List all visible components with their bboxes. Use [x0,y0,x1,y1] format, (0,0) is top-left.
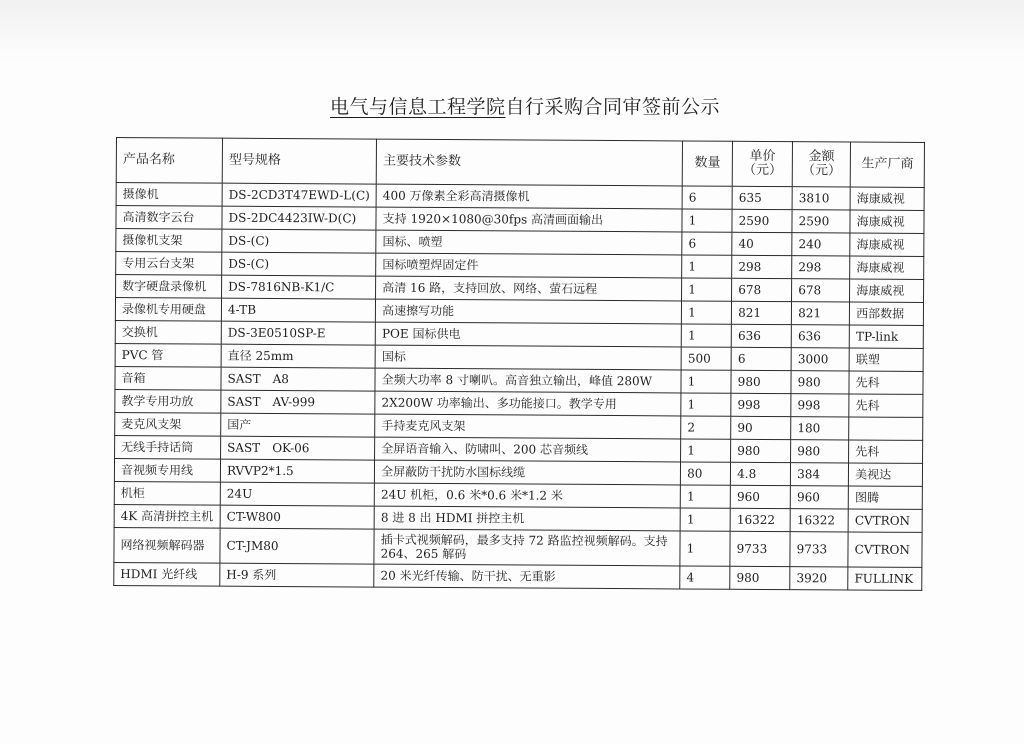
cell-manufacturer: 海康威视 [850,256,924,279]
cell-qty: 1 [682,209,732,232]
cell-spec: 全屏语音输入、防啸叫、200 芯音频线 [375,437,681,462]
cell-model: 24U [220,482,374,506]
title-text: 自行采购合同审签前公示 [505,96,721,118]
header-amount [792,142,850,187]
cell-unit-price: 635 [732,186,792,209]
cell-qty: 80 [681,462,731,485]
cell-spec: 高速擦写功能 [376,299,682,324]
cell-qty: 1 [680,531,730,566]
table-row [114,527,922,567]
header-model: 型号规格 [222,138,376,184]
cell-manufacturer: CVTRON [848,509,922,532]
cell-manufacturer: 先科 [849,440,923,463]
header-unit-price [732,141,792,186]
cell-model: CT-W800 [220,505,374,529]
cell-product-name: 教学专用功放 [115,389,221,413]
cell-manufacturer: 海康威视 [850,279,924,302]
cell-product-name: 网络视频解码器 [114,527,220,563]
cell-amount: 960 [790,486,848,509]
cell-unit-price: 980 [730,566,790,589]
cell-model: DS-2CD3T47EWD-L(C) [222,183,376,207]
cell-manufacturer: FULLINK [848,567,922,590]
cell-product-name: 机柜 [114,481,220,505]
cell-spec: 插卡式视频解码，最多支持 72 路监控视频解码。支持 264、265 解码 [374,529,680,566]
cell-manufacturer [849,417,923,440]
header-amount-unit: （元） [801,163,842,179]
cell-manufacturer: 美视达 [849,463,923,486]
cell-model: RVVP2*1.5 [220,459,374,483]
title-college: 电气与信息工程学院 [330,96,506,118]
cell-qty: 1 [681,439,731,462]
cell-spec: 400 万像素全彩高清摄像机 [376,184,682,209]
cell-spec: POE 国标供电 [375,322,681,347]
cell-qty: 1 [680,508,730,531]
cell-model: SAST A8 [221,367,375,391]
header-manufacturer: 生产厂商 [850,142,924,187]
cell-product-name: 音视频专用线 [114,458,220,482]
cell-amount: 2590 [792,210,850,233]
cell-product-name: 麦克风支架 [115,412,221,436]
cell-amount: 980 [791,440,849,463]
cell-amount: 240 [792,233,850,256]
cell-spec: 高清 16 路，支持回放、网络、萤石远程 [376,276,682,301]
cell-spec: 8 进 8 出 HDMI 拼控主机 [374,506,680,531]
cell-unit-price: 980 [731,370,791,393]
header-qty: 数量 [682,141,732,186]
cell-unit-price: 998 [731,393,791,416]
cell-spec: 全屏蔽防干扰防水国标线缆 [375,460,681,485]
cell-amount: 678 [792,279,850,302]
cell-qty: 1 [681,393,731,416]
cell-product-name: 数字硬盘录像机 [116,275,222,299]
cell-amount: 384 [791,463,849,486]
cell-manufacturer: 联塑 [849,348,923,371]
cell-product-name: 无线手持话筒 [115,435,221,459]
cell-product-name: 录像机专用硬盘 [115,298,221,322]
cell-spec: 国标、喷塑 [376,230,682,255]
cell-manufacturer: CVTRON [848,532,922,567]
cell-product-name: 音箱 [115,366,221,390]
cell-spec: 支持 1920×1080@30fps 高清画面输出 [376,207,682,232]
cell-manufacturer: 海康威视 [850,233,924,256]
cell-qty: 500 [681,347,731,370]
cell-model: DS-7816NB-K1/C [222,275,376,299]
cell-unit-price: 298 [732,255,792,278]
header-unit-price-unit: （元） [742,162,783,179]
cell-unit-price: 980 [731,439,791,462]
cell-amount: 3810 [792,187,850,210]
cell-amount: 998 [791,394,849,417]
cell-qty: 1 [682,255,732,278]
cell-amount: 3920 [790,567,848,590]
page-title [330,92,720,119]
cell-manufacturer: 海康威视 [850,187,924,210]
cell-model: 4-TB [221,298,375,322]
cell-amount: 16322 [790,509,848,532]
cell-qty: 1 [682,301,732,324]
cell-qty: 1 [680,485,730,508]
cell-product-name: 交换机 [115,320,221,344]
cell-qty: 4 [680,566,730,589]
cell-product-name: PVC 管 [115,343,221,367]
cell-model: SAST OK-06 [221,436,375,460]
cell-model: DS-2DC4423IW-D(C) [222,206,376,230]
cell-unit-price: 821 [732,301,792,324]
scan-shadow [0,0,1024,60]
cell-spec: 国标 [375,345,681,370]
cell-model: SAST AV-999 [221,390,375,414]
cell-product-name: 4K 高清拼控主机 [114,504,220,528]
cell-amount: 9733 [790,532,848,567]
cell-product-name: 高清数字云台 [116,206,222,230]
cell-unit-price: 2590 [732,209,792,232]
cell-model: CT-JM80 [220,528,374,564]
cell-manufacturer: 西部数据 [850,302,924,325]
header-product-name: 产品名称 [116,138,222,184]
cell-product-name: 摄像机 [116,183,222,207]
cell-model: H-9 系列 [220,563,374,587]
cell-manufacturer: 海康威视 [850,210,924,233]
cell-manufacturer: 先科 [849,371,923,394]
cell-unit-price: 16322 [730,508,790,531]
cell-unit-price: 636 [731,324,791,347]
cell-model: DS-3E0510SP-E [221,321,375,345]
cell-model: 国产 [221,413,375,437]
cell-model: DS-(C) [222,252,376,276]
cell-model: 直径 25mm [221,344,375,368]
cell-qty: 1 [682,278,732,301]
cell-unit-price: 960 [730,485,790,508]
cell-manufacturer: 先科 [849,394,923,417]
cell-amount: 980 [791,371,849,394]
cell-manufacturer: 图腾 [848,486,922,509]
cell-spec: 24U 机柜，0.6 米*0.6 米*1.2 米 [374,483,680,508]
cell-model: DS-(C) [222,229,376,253]
cell-amount: 636 [791,325,849,348]
cell-unit-price: 4.8 [731,462,791,485]
cell-qty: 1 [681,324,731,347]
cell-amount: 821 [792,302,850,325]
cell-amount: 180 [791,417,849,440]
cell-amount: 3000 [791,348,849,371]
cell-qty: 6 [682,232,732,255]
cell-qty: 1 [681,370,731,393]
cell-spec: 20 米光纤传输、防干扰、无重影 [374,564,680,589]
header-unit-price-label: 单价 [749,148,776,165]
cell-product-name: 专用云台支架 [116,252,222,276]
table-header-row [116,138,924,188]
cell-unit-price: 678 [732,278,792,301]
cell-qty: 6 [682,186,732,209]
procurement-table [113,137,925,591]
cell-unit-price: 90 [731,416,791,439]
cell-manufacturer: TP-link [849,325,923,348]
cell-amount: 298 [792,256,850,279]
cell-spec: 手持麦克风支架 [375,414,681,439]
cell-unit-price: 6 [731,347,791,370]
header-amount-label: 金额 [808,149,835,165]
cell-spec: 2X200W 功率输出、多功能接口。教学专用 [375,391,681,416]
cell-spec: 国标喷塑焊固定件 [376,253,682,278]
cell-product-name: HDMI 光纤线 [114,562,220,586]
cell-product-name: 摄像机支架 [116,229,222,253]
cell-qty: 2 [681,416,731,439]
header-spec: 主要技术参数 [376,139,682,186]
cell-unit-price: 40 [732,232,792,255]
cell-spec: 全频大功率 8 寸喇叭。高音独立输出，峰值 280W [375,368,681,393]
table-row [114,562,922,590]
cell-unit-price: 9733 [730,531,790,566]
